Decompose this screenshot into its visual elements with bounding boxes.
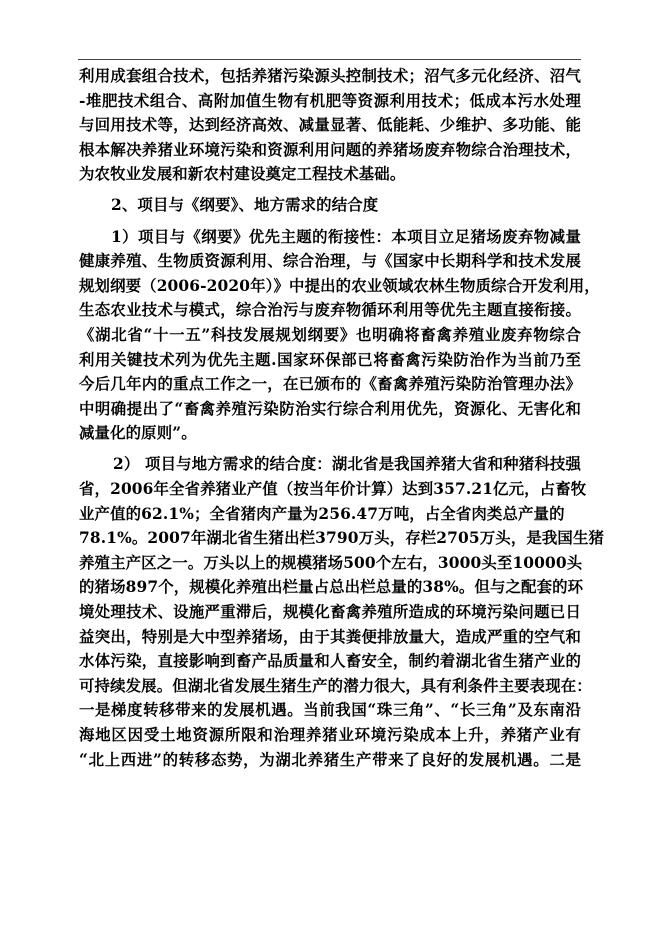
text-line: 海地区因受土地资源所限和治理养猪业环境污染成本上升，养猪产业有 xyxy=(79,725,581,744)
text-line: 减量化的原则”。 xyxy=(79,424,197,443)
text-line: -堆肥技术组合、高附加值生物有机肥等资源利用技术；低成本污水处理 xyxy=(79,91,581,110)
text-line: 利用关键技术列为优先主题.国家环保部已将畜禽污染防治作为当前乃至 xyxy=(79,350,581,369)
paragraph-intro-continuation xyxy=(79,64,581,187)
text-line: 养殖主产区之一。万头以上的规模猪场500个左右，3000头至10000头 xyxy=(79,553,583,572)
section-heading xyxy=(79,193,581,218)
text-line: 规划纲要（2006-2020年）》中提出的农业领域农林生物质综合开发利用， xyxy=(79,276,600,295)
text-line: 境处理技术、设施严重滞后，规模化畜禽养殖所造成的环境污染问题已日 xyxy=(79,602,581,621)
paragraph-outline-alignment xyxy=(79,225,600,446)
text-line: 可持续发展。但湖北省发展生猪生产的潜力很大，具有利条件主要表现在： xyxy=(79,676,592,695)
text-line: 2） 项目与地方需求的结合度：湖北省是我国养猪大省和种猪科技强 xyxy=(113,455,581,474)
text-line: 生态农业技术与模式，综合治污与废弃物循环利用等优先主题直接衔接。 xyxy=(79,301,581,320)
text-line: 健康养殖、生物质资源利用、综合治理，与《国家中长期科学和技术发展 xyxy=(79,252,581,271)
text-line: 业产值的62.1%；全省猪肉产量为256.47万吨，占全省肉类总产量的 xyxy=(79,504,565,523)
text-line: 为农牧业发展和新农村建设奠定工程技术基础。 xyxy=(79,165,406,184)
document-body xyxy=(79,64,605,772)
text-line: 中明确提出了“畜禽养殖污染防治实行综合利用优先，资源化、无害化和 xyxy=(79,399,581,418)
text-line: 益突出，特别是大中型养猪场，由于其粪便排放量大，造成严重的空气和 xyxy=(79,627,581,646)
header-rule xyxy=(78,59,581,60)
text-line: 根本解决养猪业环境污染和资源利用问题的养猪场废弃物综合治理技术， xyxy=(79,140,581,159)
text-line: 78.1%。2007年湖北省生猪出栏3790万头，存栏2705万头，是我国生猪 xyxy=(79,529,605,548)
text-line: 今后几年内的重点工作之一，在已颁布的《畜禽养殖污染防治管理办法》 xyxy=(79,375,581,394)
paragraph-regional-demand xyxy=(79,452,605,772)
text-line: “北上西进”的转移态势，为湖北养猪生产带来了良好的发展机遇。二是 xyxy=(79,750,581,769)
heading-text: 2、项目与《纲要》、地方需求的结合度 xyxy=(111,196,379,215)
text-line: 水体污染，直接影响到畜产品质量和人畜安全，制约着湖北省生猪产业的 xyxy=(79,652,581,671)
text-line: 一是梯度转移带来的发展机遇。当前我国“珠三角”、“长三角”及东南沿 xyxy=(79,701,581,720)
text-line: 省，2006年全省养猪业产值（按当年价计算）达到357.21亿元，占畜牧 xyxy=(79,480,587,498)
text-line: 的猪场897个，规模化养殖出栏量占总出栏总量的38%。但与之配套的环 xyxy=(79,578,584,597)
text-line: 利用成套组合技术，包括养猪污染源头控制技术；沼气多元化经济、沼气 xyxy=(79,67,581,85)
text-line: 1）项目与《纲要》优先主题的衔接性：本项目立足猪场废弃物减量 xyxy=(111,227,581,246)
text-line: 《湖北省“十一五”科技发展规划纲要》也明确将畜禽养殖业废弃物综合 xyxy=(79,325,581,344)
text-line: 与回用技术等，达到经济高效、减量显著、低能耗、少维护、多功能、能 xyxy=(79,116,581,135)
